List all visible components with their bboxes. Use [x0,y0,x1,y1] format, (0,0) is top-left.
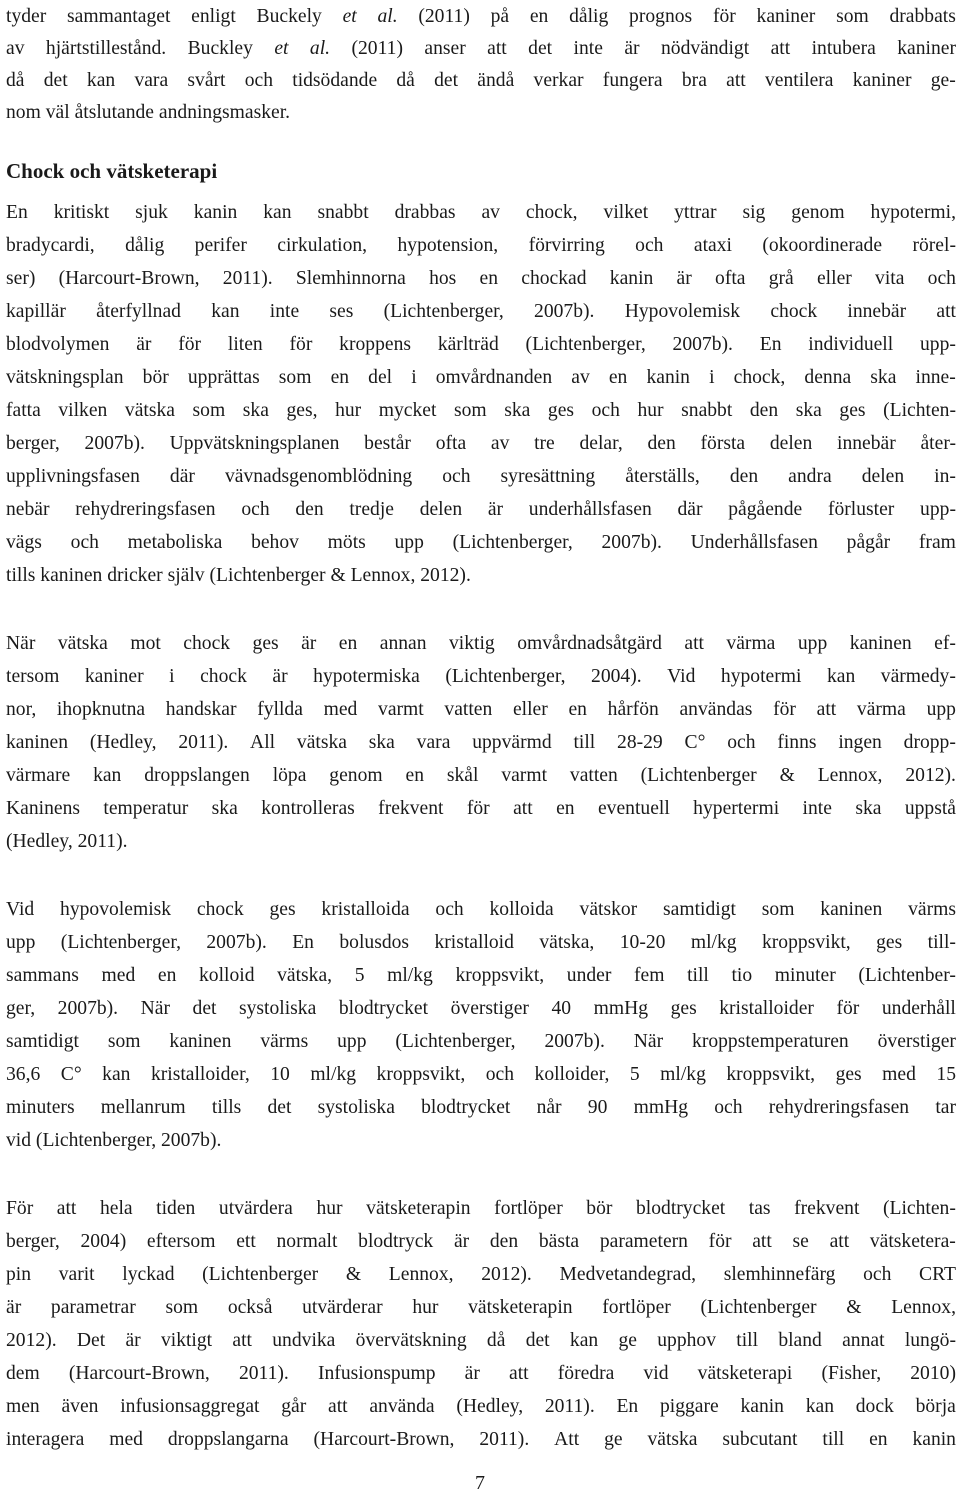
text-line: är parametrar som också utvärderar hur vätsketerapin fortlöper (Lichtenberger & Lennox, [6,1297,956,1318]
text-line: då det kan vara svårt och tidsödande då det ändå verkar fungera bra att ventilera kaniner ge- [6,70,956,91]
text-line: dem (Harcourt-Brown, 2011). Infusionspump är att föredra vid vätsketerapi (Fisher, 2010) [6,1363,956,1384]
text-line: nom väl åtslutande andningsmasker. [6,102,291,123]
text-line: 2012). Det är viktigt att undvika övervätskning då det kan ge upphov till bland annat lungö- [6,1330,956,1351]
text-line: interagera med droppslangarna (Harcourt-Brown, 2011). Att ge vätska subcutant till en kanin [6,1429,956,1450]
text-line: nebär rehydreringsfasen och den tredje delen är underhållsfasen där pågående förluster upp- [6,499,956,520]
text-line: berger, 2007b). Uppvätskningsplanen består ofta av tre delar, den första delen innebär åter- [6,433,956,454]
text-line: ger, 2007b). När det systoliska blodtrycket överstiger 40 mmHg ges kristalloider för underhåll [6,998,956,1019]
text-line: av hjärtstillestånd. Buckley et al. (2011) anser att det inte är nödvändigt att intubera kaniner [6,38,956,59]
text-line: sammans med en kolloid vätska, 5 ml/kg kroppsvikt, under fem till tio minuter (Lichtenber- [6,965,956,986]
text-line: upp (Lichtenberger, 2007b). En bolusdos kristalloid vätska, 10-20 ml/kg kroppsvikt, ges till- [6,932,956,953]
text-line: ser) (Harcourt-Brown, 2011). Slemhinnorna hos en chockad kanin är ofta grå eller vita och [6,268,956,289]
text-line: För att hela tiden utvärdera hur vätsketerapin fortlöper bör blodtrycket tas frekvent (Lichten- [6,1198,956,1219]
text-line: pin varit lyckad (Lichtenberger & Lennox, 2012). Medvetandegrad, slemhinnefärg och CRT [6,1264,956,1285]
text-line: bradycardi, dålig perifer cirkulation, hypotension, förvirring och ataxi (okoordinerade rörel- [6,235,956,256]
text-line: tersom kaniner i chock är hypotermiska (Lichtenberger, 2004). Vid hypotermi kan värmedy- [6,666,956,687]
text-line: tyder sammantaget enligt Buckely et al. (2011) på en dålig prognos för kaniner som drabbats [6,6,956,27]
text-line: När vätska mot chock ges är en annan viktig omvårdnadsåtgärd att värma upp kaninen ef- [6,633,956,654]
text-line: blodvolymen är för liten för kroppens kärlträd (Lichtenberger, 2007b). En individuell upp- [6,334,956,355]
text-line: värmare kan droppslangen löpa genom en skål varmt vatten (Lichtenberger & Lennox, 2012). [6,765,956,786]
text-line: nor, ihopknutna handskar fyllda med varmt vatten eller en hårfön användas för att värma upp [6,699,956,720]
text-line: men även infusionsaggregat går att använda (Hedley, 2011). En piggare kanin kan dock börja [6,1396,956,1417]
page-number: 7 [475,1472,485,1494]
text-line: kaninen (Hedley, 2011). All vätska ska vara uppvärmd till 28-29 C° och finns ingen dropp- [6,732,956,753]
text-line: (Hedley, 2011). [6,831,128,852]
text-line: Vid hypovolemisk chock ges kristalloida och kolloida vätskor samtidigt som kaninen värms [6,899,956,920]
section-heading: Chock och vätsketerapi [6,159,218,183]
text-line: vägs och metaboliska behov möts upp (Lichtenberger, 2007b). Underhållsfasen pågår fram [6,532,956,553]
text-line: samtidigt som kaninen värms upp (Lichtenberger, 2007b). När kroppstemperaturen överstiger [6,1031,956,1052]
text-line: kapillär återfyllnad kan inte ses (Lichtenberger, 2007b). Hypovolemisk chock innebär att [6,301,956,322]
text-line: Kaninens temperatur ska kontrolleras frekvent för att en eventuell hypertermi inte ska uppstå [6,798,956,819]
text-line: upplivningsfasen där vävnadsgenomblödning och syresättning återställs, den andra delen in- [6,466,956,487]
text-line: minuters mellanrum tills det systoliska blodtrycket når 90 mmHg och rehydreringsfasen tar [6,1097,956,1118]
text-line: vätskningsplan bör upprättas som en del i omvårdnanden av en kanin i chock, denna ska inne- [6,367,956,388]
text-line: fatta vilken vätska som ska ges, hur mycket som ska ges och hur snabbt den ska ges (Lichten- [6,400,956,421]
text-line: 36,6 C° kan kristalloider, 10 ml/kg kroppsvikt, och kolloider, 5 ml/kg kroppsvikt, ges med 15 [6,1064,956,1085]
text-line: vid (Lichtenberger, 2007b). [6,1130,222,1151]
text-line: tills kaninen dricker själv (Lichtenberger & Lennox, 2012). [6,565,471,586]
text-line: En kritiskt sjuk kanin kan snabbt drabbas av chock, vilket yttrar sig genom hypotermi, [6,202,956,223]
text-line: berger, 2004) eftersom ett normalt blodtryck är den bästa parametern för att se att vätsketera- [6,1231,956,1252]
